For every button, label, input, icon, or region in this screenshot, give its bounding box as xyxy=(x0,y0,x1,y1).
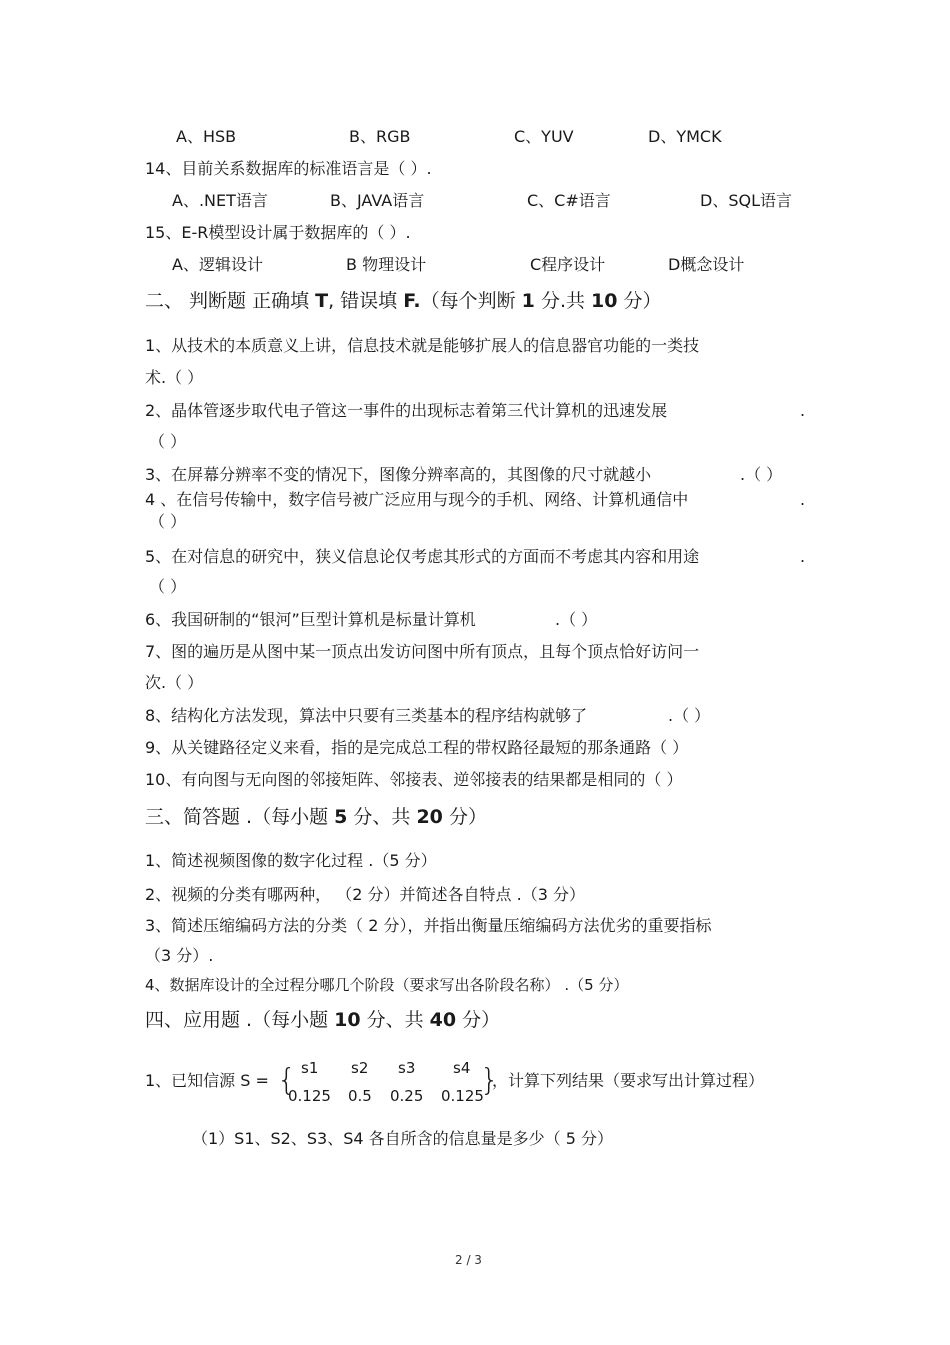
judge-item-7-line1: 7、图的遍历是从图中某一顶点出发访问图中所有顶点，且每个顶点恰好访问一 xyxy=(145,642,700,661)
section4-title-b: 分、共 xyxy=(360,1009,430,1031)
q13-option-a: A、HSB xyxy=(176,127,237,146)
section4-title-c: 分） xyxy=(456,1009,501,1031)
section2-true-mark: T xyxy=(315,290,329,312)
short-item-3-line2: （3 分）. xyxy=(145,946,214,965)
judge-item-2-line1: 2、晶体管逐步取代电子管这一事件的出现标志着第三代计算机的迅速发展 xyxy=(145,401,668,420)
judge-item-5-dot: . xyxy=(800,547,806,566)
judge-item-1-line1: 1、从技术的本质意义上讲，信息技术就是能够扩展人的信息器官功能的一类技 xyxy=(145,336,700,355)
q14-option-a: A、.NET语言 xyxy=(172,191,268,210)
judge-item-9-line1: 9、从关键路径定义来看，指的是完成总工程的带权路径最短的那条通路（ ） xyxy=(145,738,689,757)
q14-option-b: B、JAVA语言 xyxy=(330,191,425,210)
section2-points-each: 1 xyxy=(521,290,535,312)
judge-item-2-dot: . xyxy=(800,401,806,420)
app-q1-suffix: ，计算下列结果（要求写出计算过程） xyxy=(492,1071,765,1090)
judge-item-8-tail: .（ ） xyxy=(668,706,711,725)
section2-heading xyxy=(145,289,662,313)
section3-title-c: 分） xyxy=(442,806,487,828)
source-symbol-3: s3 xyxy=(398,1059,416,1077)
section2-points-total: 10 xyxy=(591,290,618,312)
section4-points-each: 10 xyxy=(334,1009,361,1031)
source-symbol-4: s4 xyxy=(453,1059,471,1077)
judge-item-4-dot: . xyxy=(800,490,806,509)
judge-item-5-line1: 5、在对信息的研究中，狭义信息论仅考虑其形式的方面而不考虑其内容和用途 xyxy=(145,547,700,566)
q14-option-c: C、C#语言 xyxy=(527,191,611,210)
section4-points-total: 40 xyxy=(429,1009,457,1031)
section2-title-c: （每个判断 xyxy=(420,290,522,312)
section2-title-d: 分.共 xyxy=(534,290,592,312)
section3-points-total: 20 xyxy=(416,806,443,828)
right-brace-glyph: } xyxy=(480,1063,500,1098)
judge-item-6-tail: .（ ） xyxy=(555,610,598,629)
q13-option-d: D、YMCK xyxy=(648,127,722,146)
judge-item-8-line1: 8、结构化方法发现，算法中只要有三类基本的程序结构就够了 xyxy=(145,706,588,725)
q14-option-d: D、SQL语言 xyxy=(700,191,792,210)
section2-title-a: 二、 判断题 正确填 xyxy=(145,290,316,312)
judge-item-10-line1: 10、有向图与无向图的邻接矩阵、邻接表、逆邻接表的结果都是相同的（ ） xyxy=(145,770,683,789)
short-item-1: 1、简述视频图像的数字化过程 .（5 分） xyxy=(145,851,437,870)
app-q1-sub1: （1）S1、S2、S3、S4 各自所含的信息量是多少（ 5 分） xyxy=(192,1129,613,1148)
section3-points-each: 5 xyxy=(334,806,348,828)
judge-item-3-tail: .（ ） xyxy=(740,465,783,484)
q13-option-b: B、RGB xyxy=(349,127,411,146)
q13-option-c: C、YUV xyxy=(514,127,574,146)
q15-option-a: A、逻辑设计 xyxy=(172,255,263,274)
section2-false-mark: F. xyxy=(403,290,421,312)
source-prob-1: 0.125 xyxy=(288,1087,331,1105)
judge-item-4-line2: （ ） xyxy=(149,512,187,531)
judge-item-1-line2: 术.（ ） xyxy=(145,368,204,387)
judge-item-5-line2: （ ） xyxy=(149,577,187,596)
short-item-4: 4、数据库设计的全过程分哪几个阶段（要求写出各阶段名称） .（5 分） xyxy=(145,976,629,994)
source-symbol-1: s1 xyxy=(301,1059,319,1077)
q15-option-c: C程序设计 xyxy=(530,255,606,274)
judge-item-4-line1: 4 、在信号传输中，数字信号被广泛应用与现今的手机、网络、计算机通信中 xyxy=(145,490,689,509)
q14-stem: 14、目前关系数据库的标准语言是（ ）. xyxy=(145,159,432,178)
judge-item-2-line2: （ ） xyxy=(149,432,187,451)
source-symbol-2: s2 xyxy=(351,1059,369,1077)
section3-title-b: 分、共 xyxy=(347,806,417,828)
judge-item-6-line1: 6、我国研制的“银河”巨型计算机是标量计算机 xyxy=(145,610,476,629)
app-q1-prefix: 1、已知信源 S = xyxy=(145,1071,269,1090)
left-brace-glyph: { xyxy=(277,1063,297,1098)
q15-option-d: D概念设计 xyxy=(668,255,745,274)
page-number: 2 / 3 xyxy=(455,1253,482,1267)
source-prob-2: 0.5 xyxy=(348,1087,372,1105)
section2-title-e: 分） xyxy=(617,290,662,312)
source-prob-4: 0.125 xyxy=(441,1087,484,1105)
section2-title-b: , 错误填 xyxy=(328,290,404,312)
q15-stem: 15、E-R模型设计属于数据库的（ ）. xyxy=(145,223,411,242)
q15-option-b: B 物理设计 xyxy=(346,255,427,274)
short-item-2: 2、视频的分类有哪两种， （2 分）并简述各自特点 .（3 分） xyxy=(145,885,585,904)
judge-item-3-line1: 3、在屏幕分辨率不变的情况下，图像分辨率高的，其图像的尺寸就越小 xyxy=(145,465,652,484)
section3-title-a: 三、简答题 .（每小题 xyxy=(145,806,335,828)
section3-heading xyxy=(145,805,487,829)
short-item-3-line1: 3、简述压缩编码方法的分类（ 2 分），并指出衡量压缩编码方法优劣的重要指标 xyxy=(145,916,712,935)
judge-item-7-line2: 次.（ ） xyxy=(145,673,204,692)
section4-title-a: 四、应用题 .（每小题 xyxy=(145,1009,335,1031)
section4-heading xyxy=(145,1008,500,1032)
source-prob-3: 0.25 xyxy=(390,1087,424,1105)
